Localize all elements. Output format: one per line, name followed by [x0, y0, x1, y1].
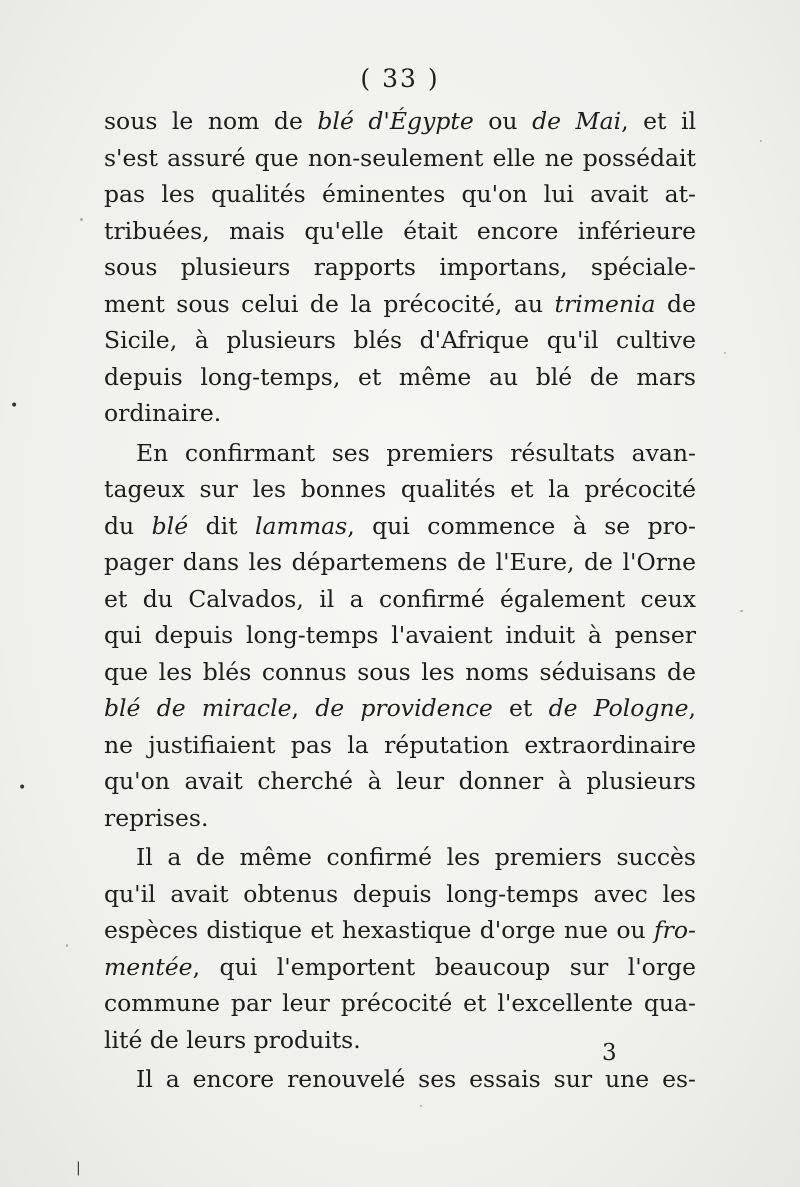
page-number: ( 33 ) — [360, 64, 440, 93]
text-segment: Il a de même confirmé les premiers succès — [136, 843, 696, 871]
paper-speck — [420, 1105, 422, 1107]
text-segment: du — [104, 511, 152, 540]
text-segment: sous plusieurs rapports importans, spéciale- — [104, 253, 696, 281]
text-line — [104, 727, 696, 764]
text-line — [104, 395, 696, 432]
text-segment: qu'il avait obtenus depuis long-temps avec les — [104, 879, 696, 908]
text-line — [104, 103, 696, 140]
text-line — [104, 581, 696, 618]
text-segment: tageux sur les bonnes qualités et la précocité — [104, 475, 696, 503]
italic-term: de Mai — [532, 107, 622, 135]
text-line — [104, 286, 696, 323]
text-segment: tribuées, mais qu'elle était encore inférieure — [104, 216, 696, 245]
text-segment: ordinaire. — [104, 399, 222, 427]
text-segment: et du Calvados, il a confirmé également ceux — [104, 584, 696, 613]
text-line — [104, 617, 696, 654]
text-line — [104, 544, 696, 581]
paper-speck — [80, 218, 83, 221]
italic-term: de providence — [315, 694, 493, 722]
text-segment: espèces distique et hexastique d'orge nue ou — [104, 916, 654, 944]
text-line — [104, 176, 696, 213]
text-line — [104, 322, 696, 359]
text-line — [104, 654, 696, 691]
italic-term: lammas — [255, 511, 348, 540]
paper-speck — [724, 352, 726, 354]
text-line — [104, 800, 696, 837]
text-line — [104, 249, 696, 286]
margin-mark: | — [76, 1160, 81, 1176]
text-line — [104, 508, 696, 545]
italic-term: blé — [151, 511, 189, 540]
text-segment: lité de leurs produits. — [104, 1025, 361, 1054]
paper-speck — [66, 944, 68, 947]
text-line — [104, 985, 696, 1022]
text-segment: sous le nom de — [104, 107, 318, 135]
margin-mark: • — [18, 780, 27, 796]
italic-term: de Pologne — [548, 694, 689, 722]
text-line — [104, 763, 696, 800]
text-segment: ou — [473, 107, 533, 135]
text-segment: , qui l'emportent beaucoup sur l'orge — [192, 952, 696, 981]
italic-term: blé de miracle — [104, 694, 292, 722]
text-segment: qui depuis long-temps l'avaient induit à penser — [104, 621, 696, 649]
text-line — [104, 471, 696, 508]
paper-speck — [740, 610, 743, 612]
text-line — [104, 213, 696, 250]
text-line — [104, 876, 696, 913]
text-line — [104, 949, 696, 986]
text-segment: qu'on avait cherché à leur donner à plusieurs — [104, 767, 696, 795]
text-segment: de — [655, 289, 697, 318]
text-segment: Sicile, à plusieurs blés d'Afrique qu'il cultive — [104, 326, 696, 354]
text-segment: ne justifiaient pas la réputation extraordinaire — [104, 730, 696, 759]
italic-term: blé d'Égypte — [317, 107, 474, 135]
text-segment: s'est assuré que non-seulement elle ne possédait — [104, 143, 696, 172]
text-line — [104, 690, 696, 727]
signature-mark: 3 — [602, 1040, 617, 1066]
text-line — [104, 839, 696, 876]
margin-mark: • — [10, 398, 19, 414]
text-segment: depuis long-temps, et même au blé de mars — [104, 362, 696, 391]
text-segment: dit — [188, 511, 256, 540]
text-line — [104, 912, 696, 949]
text-segment: que les blés connus sous les noms séduisans de — [104, 657, 696, 686]
italic-term: mentée — [104, 952, 193, 981]
text-segment: et — [492, 694, 549, 722]
text-segment: reprises. — [104, 803, 209, 832]
italic-term: fro- — [653, 916, 696, 944]
text-segment: Il a encore renouvelé ses essais sur une es- — [136, 1065, 696, 1093]
text-segment: ment sous celui de la précocité, au — [104, 289, 555, 318]
body-text — [104, 103, 696, 1098]
text-segment: , qui commence à se pro- — [347, 511, 696, 540]
text-segment: , — [291, 694, 316, 722]
paper-speck — [760, 140, 762, 142]
text-segment: pager dans les départemens de l'Eure, de l'Orne — [104, 548, 696, 576]
text-segment: En confirmant ses premiers résultats avan- — [136, 438, 696, 467]
text-segment: , — [688, 694, 696, 722]
text-segment: commune par leur précocité et l'excellente qua- — [104, 989, 696, 1017]
text-line — [104, 1061, 696, 1098]
text-line — [104, 140, 696, 177]
text-segment: , et il — [621, 107, 696, 135]
text-line — [104, 359, 696, 396]
italic-term: trimenia — [554, 289, 656, 318]
text-segment: pas les qualités éminentes qu'on lui avait at- — [104, 180, 696, 208]
text-line — [104, 435, 696, 472]
